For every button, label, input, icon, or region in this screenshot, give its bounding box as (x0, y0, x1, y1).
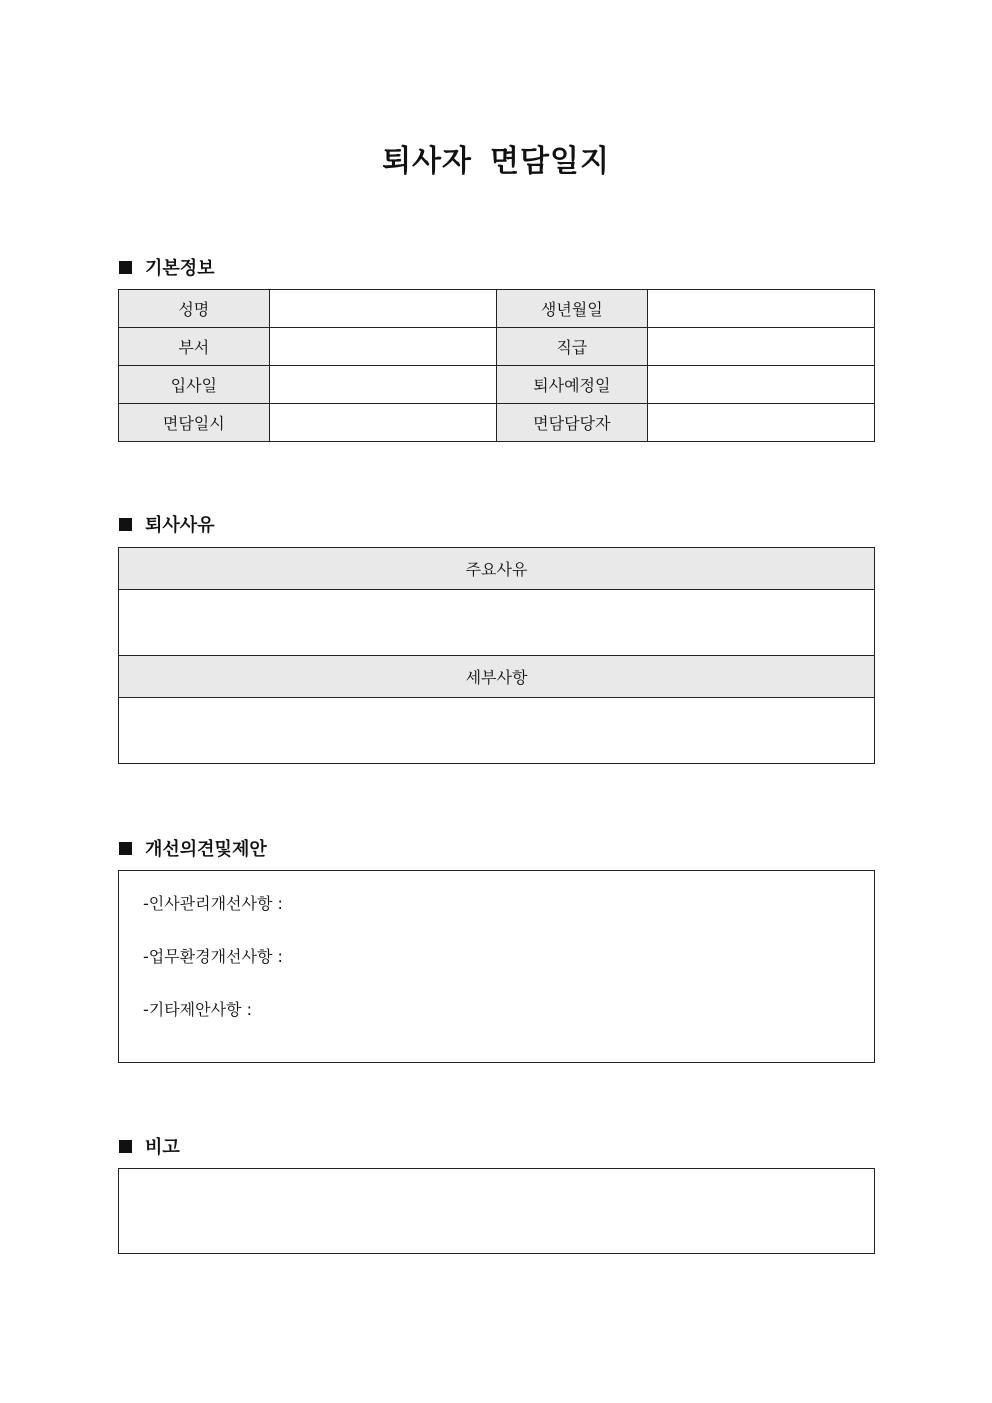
label-cell: 생년월일 (496, 290, 647, 328)
section-heading-suggestion (119, 835, 267, 861)
square-bullet-icon (119, 518, 132, 531)
section-heading-remarks (119, 1133, 180, 1159)
suggestion-line: -업무환경개선사항 : (143, 947, 283, 966)
section-heading-reason (119, 511, 215, 537)
page-title (0, 136, 992, 180)
value-cell[interactable] (647, 366, 874, 404)
label-cell: 면담일시 (119, 404, 270, 442)
table-row (119, 404, 875, 442)
table-row (119, 290, 875, 328)
table-row (119, 656, 875, 698)
remarks-box[interactable] (118, 1168, 875, 1254)
suggestion-line: -인사관리개선사항 : (143, 894, 283, 913)
table-row (119, 366, 875, 404)
label-cell: 면담담당자 (496, 404, 647, 442)
value-cell[interactable] (269, 404, 496, 442)
table-row (119, 548, 875, 590)
section-heading-basic (119, 254, 215, 280)
value-cell[interactable] (269, 290, 496, 328)
main-reason-field[interactable] (119, 590, 875, 656)
table-row (119, 590, 875, 656)
square-bullet-icon (119, 261, 132, 274)
value-cell[interactable] (647, 290, 874, 328)
label-cell: 직급 (496, 328, 647, 366)
value-cell[interactable] (269, 328, 496, 366)
square-bullet-icon (119, 842, 132, 855)
title-word-1: 퇴사자 (382, 144, 473, 179)
basic-info-table (118, 289, 875, 442)
title-word-2: 면담일지 (490, 144, 610, 179)
label-cell: 성명 (119, 290, 270, 328)
table-row (119, 328, 875, 366)
suggestion-box[interactable] (118, 870, 875, 1063)
label-cell: 부서 (119, 328, 270, 366)
value-cell[interactable] (269, 366, 496, 404)
main-reason-header: 주요사유 (119, 548, 875, 590)
square-bullet-icon (119, 1140, 132, 1153)
table-row (119, 698, 875, 764)
section-heading-label: 비고 (145, 1137, 180, 1158)
value-cell[interactable] (647, 328, 874, 366)
detail-header: 세부사항 (119, 656, 875, 698)
reason-table (118, 547, 875, 764)
label-cell: 퇴사예정일 (496, 366, 647, 404)
detail-field[interactable] (119, 698, 875, 764)
section-heading-label: 기본정보 (145, 258, 215, 279)
value-cell[interactable] (647, 404, 874, 442)
section-heading-label: 개선의견및제안 (145, 839, 267, 860)
suggestion-line: -기타제안사항 : (143, 1000, 252, 1019)
section-heading-label: 퇴사사유 (145, 515, 215, 536)
label-cell: 입사일 (119, 366, 270, 404)
